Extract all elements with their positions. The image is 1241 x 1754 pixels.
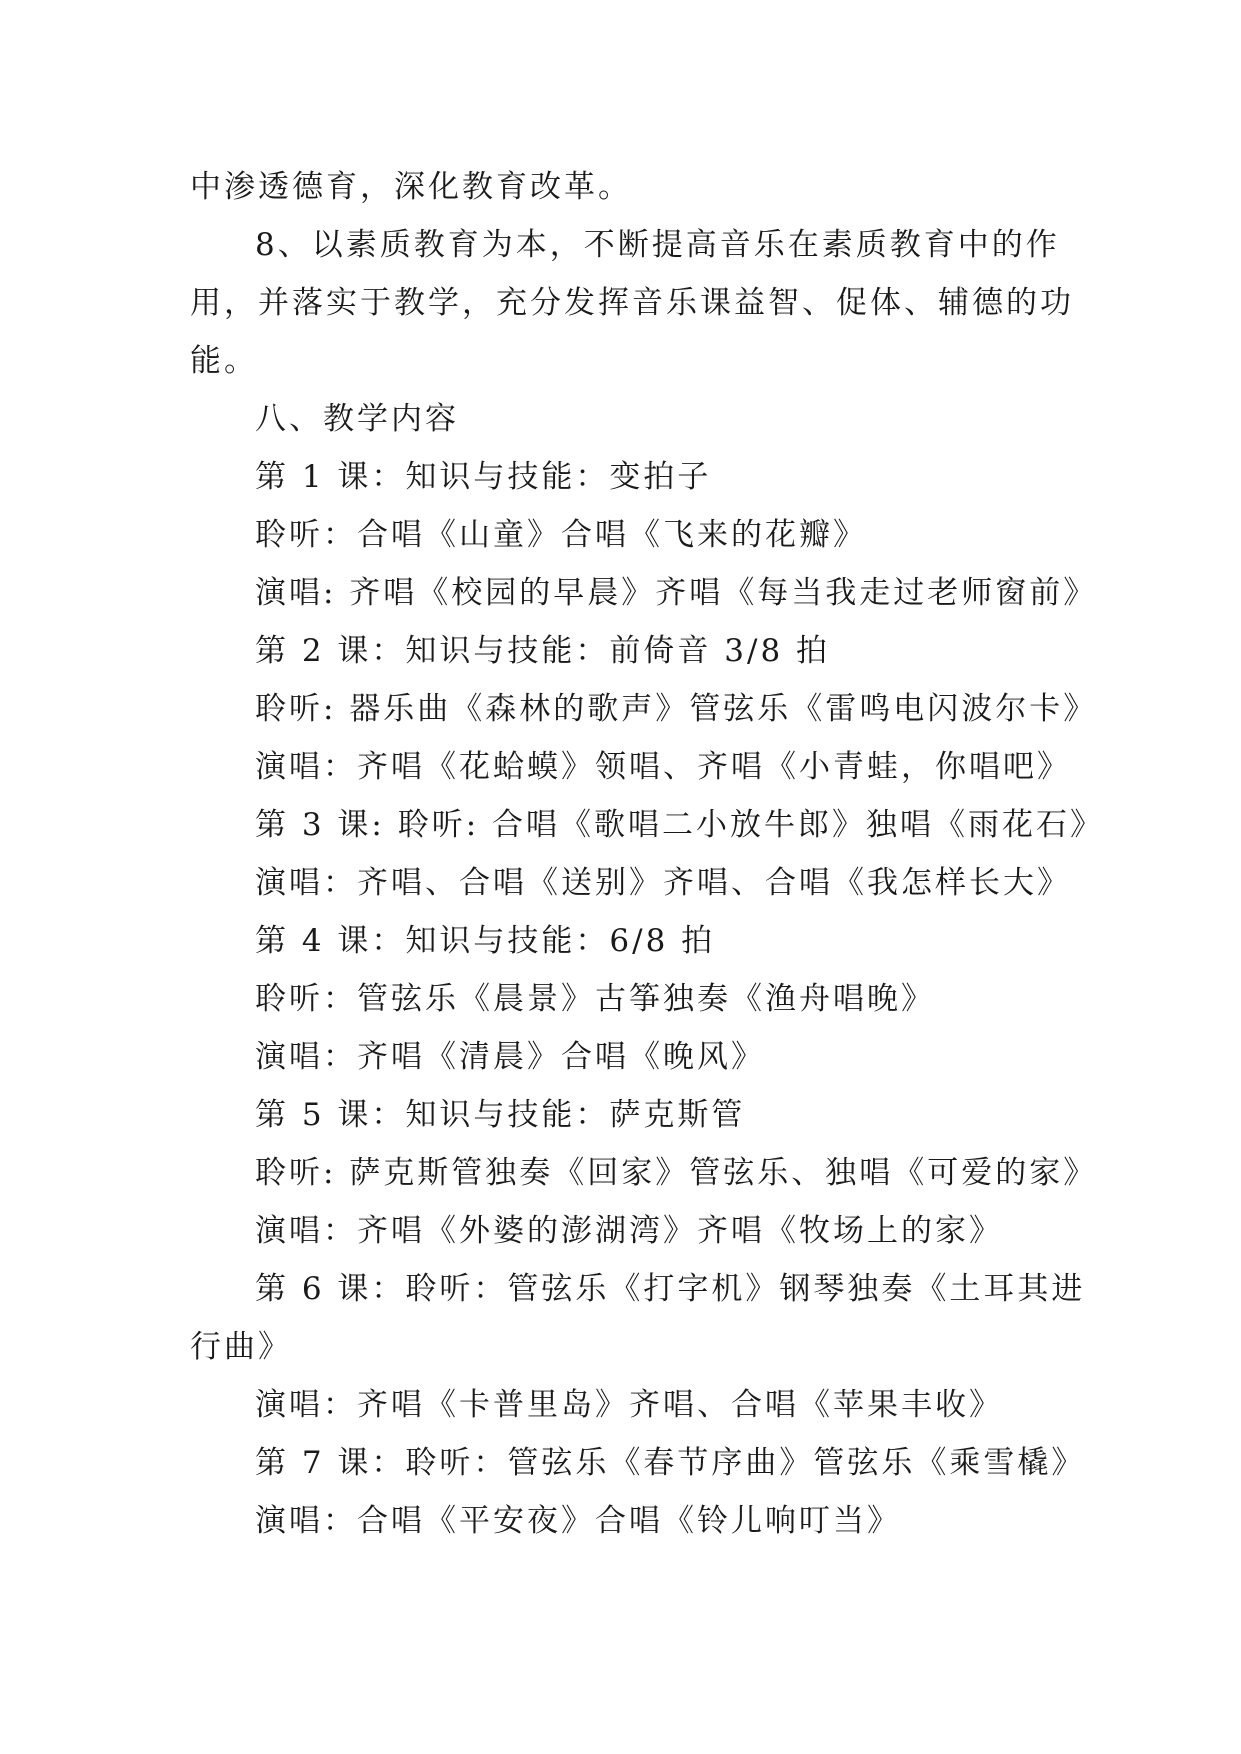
- lesson-line: 第 6 课：聆听：管弦乐《打字机》钢琴独奏《土耳其进: [255, 1271, 1086, 1307]
- lesson-line: 演唱：齐唱《外婆的澎湖湾》齐唱《牧场上的家》: [255, 1213, 1003, 1249]
- lesson-line: 聆听: 萨克斯管独奏《回家》管弦乐、独唱《可爱的家》: [255, 1155, 1098, 1191]
- document-body: [190, 158, 1105, 1550]
- text-line: 能。: [190, 343, 258, 379]
- section-heading: 八、教学内容: [255, 401, 459, 437]
- lesson-line: 第 5 课：知识与技能：萨克斯管: [255, 1097, 746, 1133]
- lesson-line: 第 4 课：知识与技能：6/8 拍: [255, 923, 716, 959]
- text-line: 用，并落实于教学，充分发挥音乐课益智、促体、辅德的功: [190, 285, 1074, 321]
- lesson-line: 演唱：齐唱《清晨》合唱《晚风》: [255, 1039, 765, 1075]
- lesson-line: 聆听：合唱《山童》合唱《飞来的花瓣》: [255, 517, 867, 553]
- lesson-line: 聆听: 器乐曲《森林的歌声》管弦乐《雷鸣电闪波尔卡》: [255, 691, 1098, 727]
- lesson-line: 第 2 课：知识与技能：前倚音 3/8 拍: [255, 633, 831, 669]
- lesson-line: 行曲》: [190, 1329, 292, 1365]
- lesson-line: 聆听：管弦乐《晨景》古筝独奏《渔舟唱晚》: [255, 981, 935, 1017]
- lesson-line: 演唱：齐唱、合唱《送别》齐唱、合唱《我怎样长大》: [255, 865, 1071, 901]
- lesson-line: 第 7 课：聆听：管弦乐《春节序曲》管弦乐《乘雪橇》: [255, 1445, 1086, 1481]
- lesson-line: 第 1 课：知识与技能：变拍子: [255, 459, 712, 495]
- text-line: 8、以素质教育为本，不断提高音乐在素质教育中的作: [255, 227, 1060, 263]
- lesson-line: 演唱：合唱《平安夜》合唱《铃儿响叮当》: [255, 1503, 901, 1539]
- text-line: 中渗透德育，深化教育改革。: [190, 169, 632, 205]
- lesson-line: 第 3 课: 聆听: 合唱《歌唱二小放牛郎》独唱《雨花石》: [255, 807, 1105, 843]
- lesson-line: 演唱：齐唱《花蛤蟆》领唱、齐唱《小青蛙，你唱吧》: [255, 749, 1071, 785]
- lesson-line: 演唱: 齐唱《校园的早晨》齐唱《每当我走过老师窗前》: [255, 575, 1098, 611]
- lesson-line: 演唱：齐唱《卡普里岛》齐唱、合唱《苹果丰收》: [255, 1387, 1003, 1423]
